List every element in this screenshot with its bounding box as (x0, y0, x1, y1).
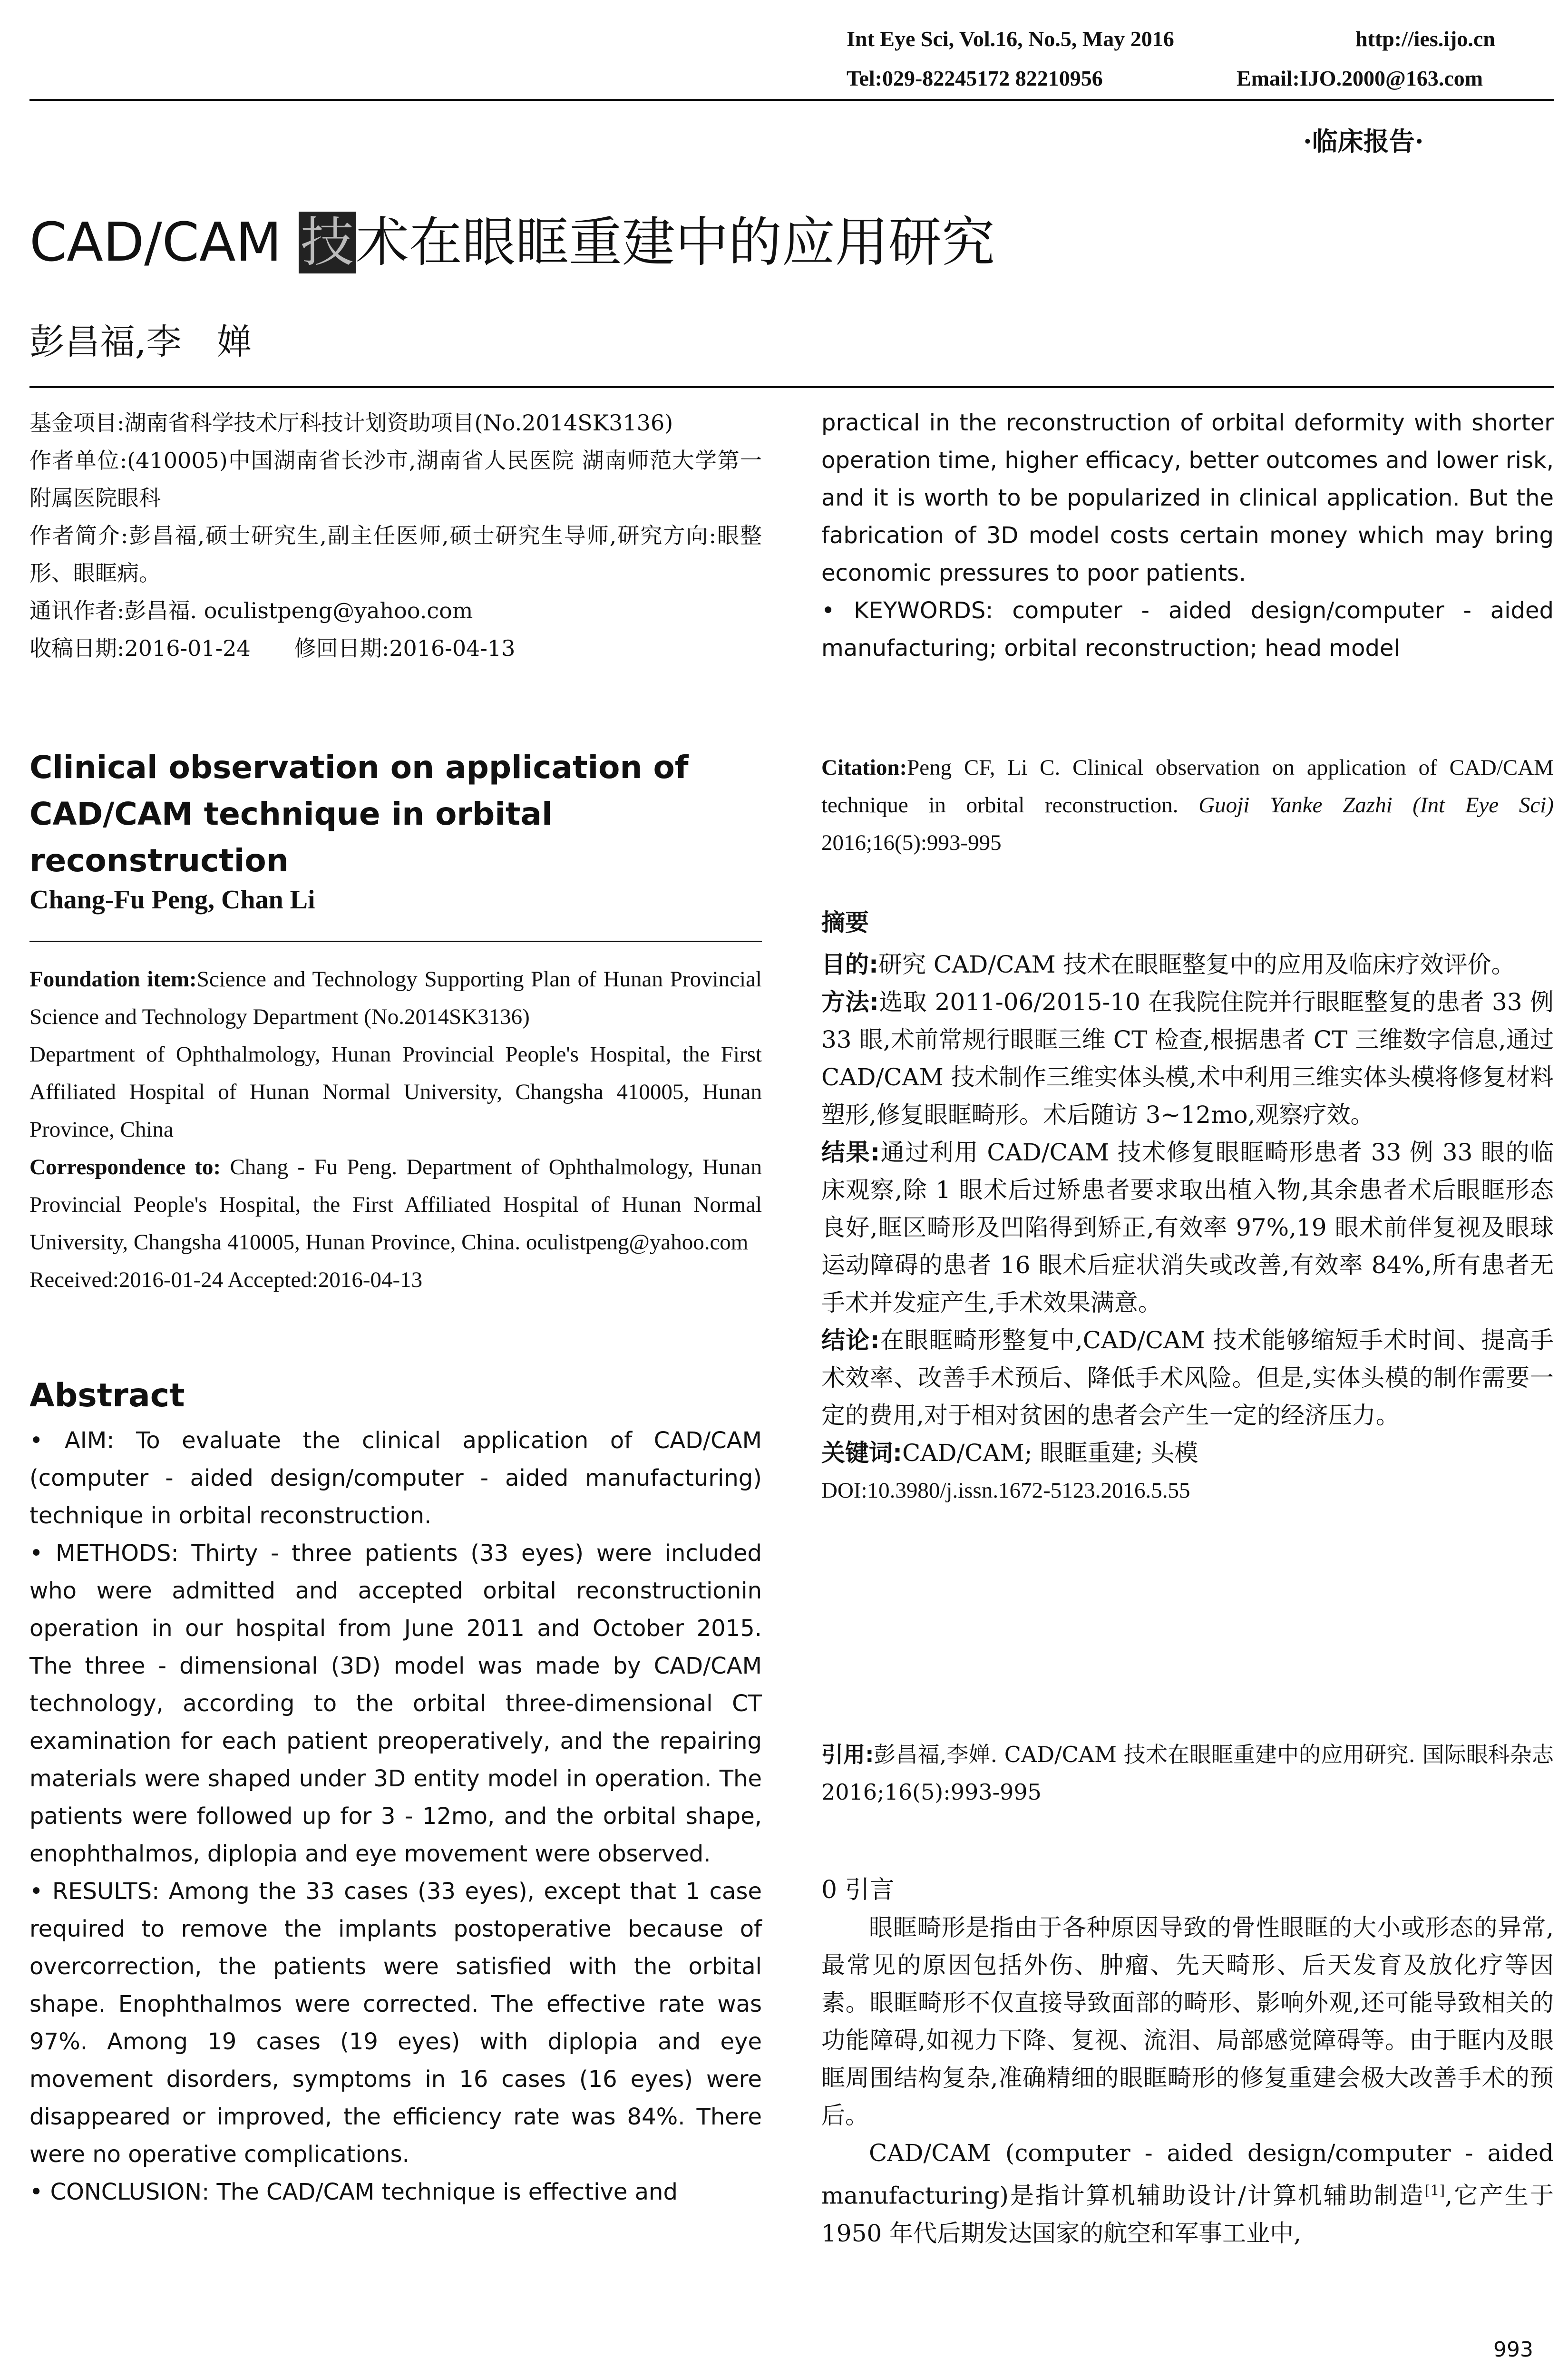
meta-line-affiliation: 作者单位:(410005)中国湖南省长沙市,湖南省人民医院 湖南师范大学第一附属医院眼科 (29, 448, 762, 511)
english-affiliations (29, 961, 762, 1299)
cn-methods-label: 方法: (821, 988, 879, 1016)
received-accepted: Received:2016-01-24 Accepted:2016-04-13 (29, 1267, 423, 1292)
article-title-part2: 术在眼眶重建中的应用研究 (355, 212, 995, 273)
citation-block (821, 749, 1554, 862)
introduction (821, 1871, 1554, 2252)
abstract-heading: Abstract (29, 1377, 185, 1414)
cn-cite (821, 1736, 1554, 1811)
chinese-abstract (821, 904, 1554, 1510)
cn-aim (821, 946, 1554, 984)
citation-text: Peng CF, Li C. Clinical observation on application of CAD/CAM technique in orbital reconstruction. (821, 755, 1554, 818)
intro-paragraph-1: 眼眶畸形是指由于各种原因导致的骨性眼眶的大小或形态的异常,最常见的原因包括外伤、肿瘤、先天畸形、后天发育及放化疗等因素。眼眶畸形不仅直接导致面部的畸形、影响外观,还可能导致相关的功能障碍,如视力下降、复视、流泪、局部感觉障碍等。由于眶内及眼眶周围结构复杂,准确精细的眼眶畸形的修复重建会极大改善手术的预后。 (821, 1914, 1554, 2129)
abstract-methods: • METHODS: Thirty - three patients (33 eyes) were included who were admitted and accepted orbital reconstructionin operation in our hospital from June 2011 and October 2015. The three - dimensional (3D) model was made by CAD/CAM technology, according to the orbital three-dimensional CT examination for each patient preoperatively, and the repairing materials were shaped under 3D entity model in operation. The patients were followed up for 3 - 12mo, and the orbital shape, enophthalmos, diplopia and eye movement were observed. (29, 1540, 762, 1867)
page-number: 993 (1493, 2338, 1533, 2362)
cn-cite-label: 引用: (821, 1742, 874, 1767)
intro-p2-text: CAD/CAM (computer - aided design/computer - aided manufacturing)是指计算机辅助设计/计算机辅助制造 (821, 2139, 1554, 2210)
article-title-highlight: 技 (299, 212, 356, 273)
correspondence-text: Chang - Fu Peng. Department of Ophthalmology, Hunan Provincial People's Hospital, the First Affiliated Hospital of Hunan Normal University, Changsha 410005, Hunan Province, China. oculistpeng@yahoo.com (29, 1155, 762, 1255)
correspondence-label: Correspondence to: (29, 1155, 221, 1179)
correspondence (29, 1149, 762, 1261)
cn-keywords-text: CAD/CAM; 眼眶重建; 头模 (902, 1439, 1198, 1467)
abstract-results: • RESULTS: Among the 33 cases (33 eyes), except that 1 case required to remove the implants postoperative because of overcorrection, the patients were satisfied with the orbital shape. Enophthalmos were corrected. The effective rate was 97%. Among 19 cases (19 eyes) with diplopia and eye movement disorders, symptoms in 16 cases (16 eyes) were disappeared or improved, the efficiency rate was 84%. There were no operative complications. (29, 1878, 762, 2168)
cn-results-label: 结果: (821, 1139, 880, 1166)
section-label: ·临床报告· (1303, 126, 1424, 156)
journal-tel: Tel:029-82245172 82210956 (847, 66, 1103, 90)
article-title-part1: CAD/CAM (29, 212, 299, 273)
english-authors: Chang-Fu Peng, Chan Li (29, 885, 315, 915)
journal-url[interactable]: http://ies.ijo.cn (1355, 27, 1495, 51)
english-header-rule (29, 941, 762, 942)
abstract-aim: • AIM: To evaluate the clinical application of CAD/CAM (computer - aided design/computer - aided manufacturing) technique in orbital reconstruction. (29, 1427, 762, 1529)
cn-cite-text: 彭昌福,李婵. CAD/CAM 技术在眼眶重建中的应用研究. 国际眼科杂志 2016;16(5):993-995 (821, 1742, 1554, 1805)
journal-email[interactable]: Email:IJO.2000@163.com (1237, 66, 1483, 90)
cn-aim-label: 目的: (821, 951, 878, 978)
reference-1[interactable]: [1] (1424, 2182, 1445, 2199)
english-abstract-continued (821, 404, 1554, 667)
citation-journal: Guoji Yanke Zazhi (Int Eye Sci) (1198, 793, 1554, 818)
english-title: Clinical observation on application of CAD/CAM technique in orbital reconstruction (29, 749, 689, 879)
meta-line-author-bio: 作者简介:彭昌福,硕士研究生,副主任医师,硕士研究生导师,研究方向:眼整形、眼眶病。 (29, 523, 762, 586)
cn-methods-text: 选取 2011-06/2015-10 在我院住院并行眼眶整复的患者 33 例 33 眼,术前常规行眼眶三维 CT 检查,根据患者 CT 三维数字信息,通过 CAD/CAM 技术制作三维实体头模,术中利用三维实体头模将修复材料塑形,修复眼眶畸形。术后随访 3~12mo,观察疗效。 (821, 988, 1554, 1129)
authors-cn: 彭昌福,李 婵 (29, 321, 252, 362)
meta-line-correspondence: 通讯作者:彭昌福. oculistpeng@yahoo.com (29, 598, 473, 623)
cn-results (821, 1134, 1554, 1322)
citation (821, 749, 1554, 862)
abstract-conclusion-start: • CONCLUSION: The CAD/CAM technique is effective and (29, 2179, 678, 2205)
citation-tail: 2016;16(5):993-995 (821, 830, 1002, 855)
citation-label: Citation: (821, 755, 907, 780)
cn-aim-text: 研究 CAD/CAM 技术在眼眶整复中的应用及临床疗效评价。 (878, 951, 1515, 978)
article-title (29, 200, 995, 276)
chinese-citation (821, 1736, 1554, 1811)
meta-line-funding: 基金项目:湖南省科学技术厅科技计划资助项目(No.2014SK3136) (29, 410, 673, 436)
english-abstract (29, 1422, 762, 2211)
cn-results-text: 通过利用 CAD/CAM 技术修复眼眶畸形患者 33 例 33 眼的临床观察,除 1 眼术后过矫患者要求取出植入物,其余患者术后眼眶形态良好,眶区畸形及凹陷得到矫正,有效率 97%,19 眼术前伴复视及眼球运动障碍的患者 16 眼术后症状消失或改善,有效率 84%,所有患者无手术并发症产生,手术效果满意。 (821, 1139, 1554, 1316)
cn-conclusion-text: 在眼眶畸形整复中,CAD/CAM 技术能够缩短手术时间、提高手术效率、改善手术预后、降低手术风险。但是,实体头模的制作需要一定的费用,对于相对贫困的患者会产生一定的经济压力。 (821, 1326, 1554, 1429)
chinese-metadata (29, 404, 762, 667)
chinese-abstract-heading: 摘要 (821, 908, 869, 936)
journal-citation-line: Int Eye Sci, Vol.16, No.5, May 2016 (847, 27, 1174, 51)
abstract-conclusion-continued: practical in the reconstruction of orbital deformity with shorter operation time, higher efficacy, better outcomes and lower risk, and it is worth to be popularized in clinical application. But the fabrication of 3D model costs certain money which may bring economic pressures to poor patients. (821, 409, 1554, 586)
foundation-item (29, 961, 762, 1036)
title-rule (29, 386, 1554, 388)
cn-keywords-label: 关键词: (821, 1439, 902, 1467)
foundation-text: Science and Technology Supporting Plan of Hunan Provincial Science and Technology Department (No.2014SK3136) (29, 967, 762, 1029)
intro-p2-tail: ,它产生于 1950 年代后期发达国家的航空和军事工业中, (821, 2182, 1554, 2247)
meta-line-dates: 收稿日期:2016-01-24 修回日期:2016-04-13 (29, 635, 516, 661)
cn-keywords (821, 1434, 1554, 1472)
cn-conclusion-label: 结论: (821, 1326, 880, 1354)
cn-methods (821, 984, 1554, 1134)
foundation-label: Foundation item: (29, 967, 197, 992)
intro-heading: 0 引言 (821, 1876, 895, 1904)
intro-paragraph-2 (821, 2134, 1554, 2252)
department-text: Department of Ophthalmology, Hunan Provincial People's Hospital, the First Affiliated Hospital of Hunan Normal University, Changsha 410005, Hunan Province, China (29, 1042, 762, 1142)
cn-conclusion (821, 1322, 1554, 1434)
abstract-keywords: • KEYWORDS: computer - aided design/computer - aided manufacturing; orbital reconstruction; head model (821, 597, 1554, 662)
doi[interactable]: DOI:10.3980/j.issn.1672-5123.2016.5.55 (821, 1478, 1190, 1503)
header-rule (29, 99, 1554, 101)
